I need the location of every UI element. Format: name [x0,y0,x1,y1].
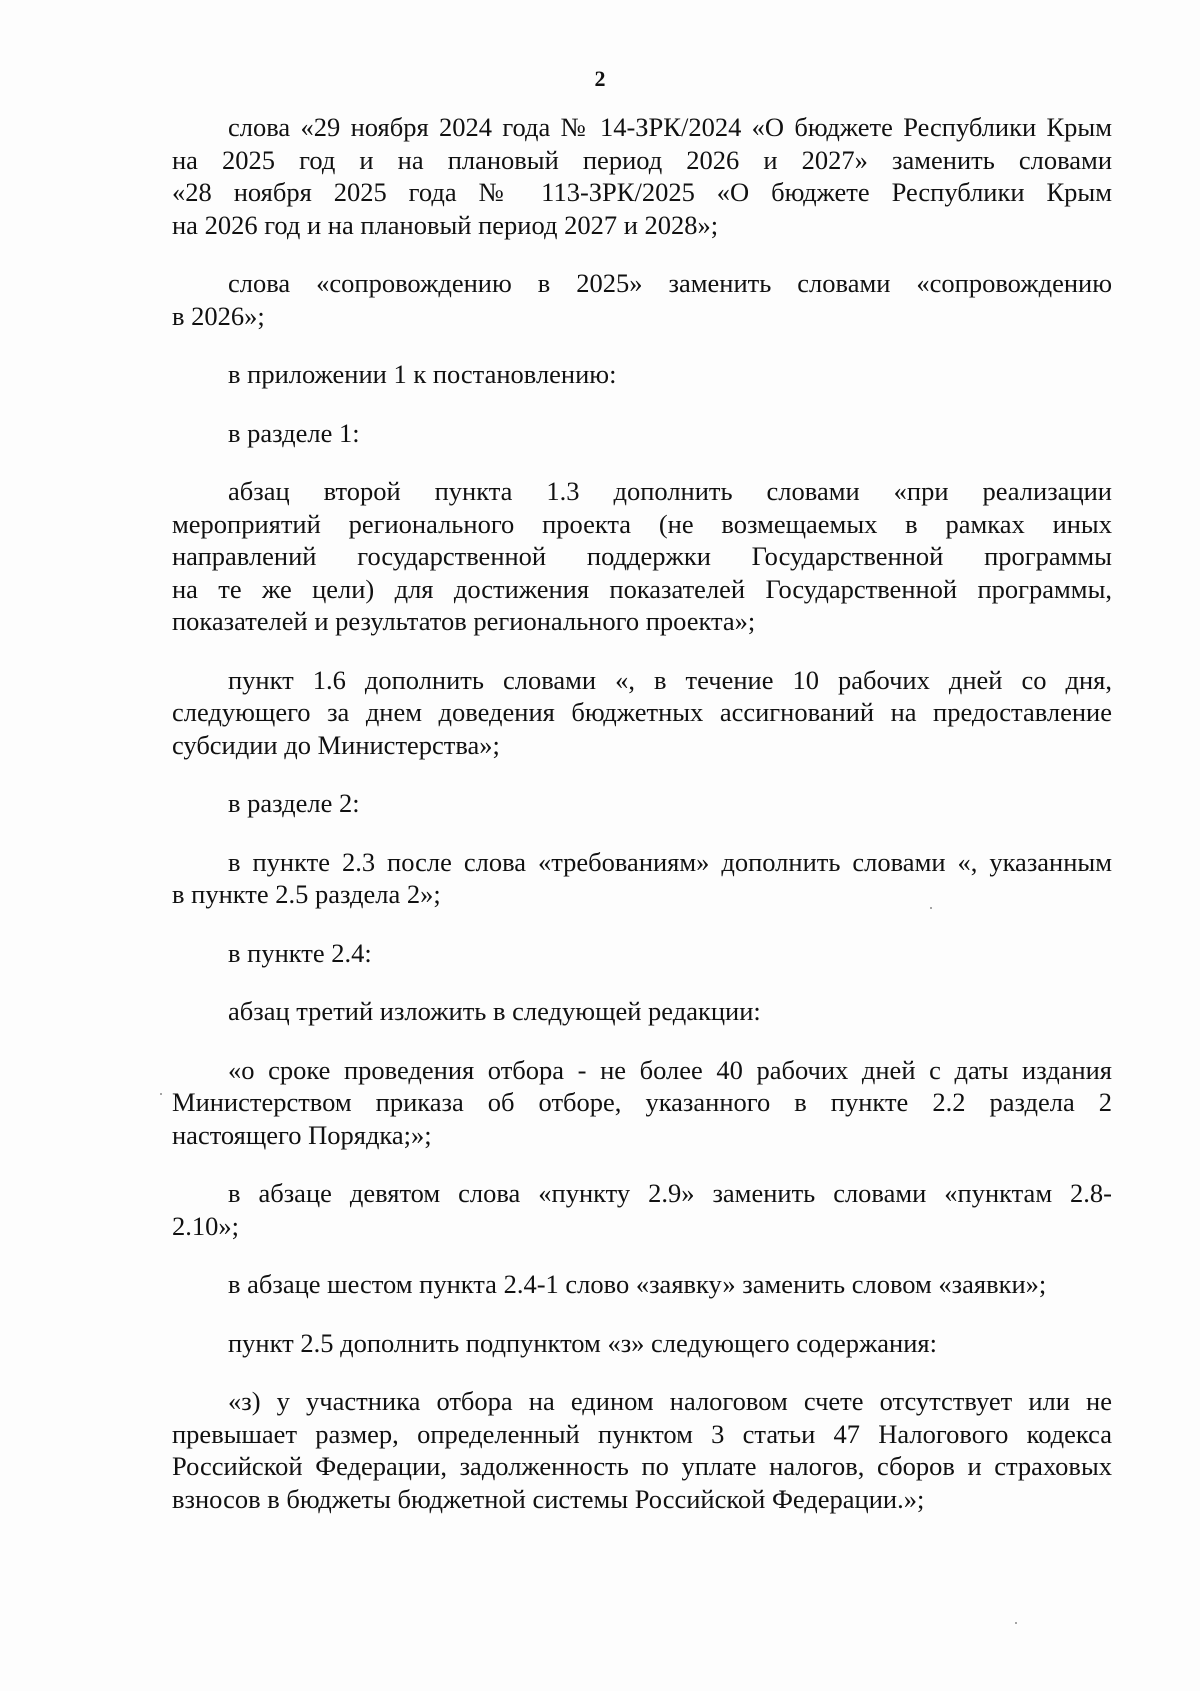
text-line: в абзаце шестом пункта 2.4-1 слово «заявку» заменить словом «заявки»; [228,1269,1047,1299]
text-line: следующего за днем доведения бюджетных ассигнований на предоставление [172,697,1112,727]
text-line: пункт 1.6 дополнить словами «, в течение 10 рабочих дней со дня, [228,664,1112,695]
text-line: Российской Федерации, задолженность по уплате налогов, сборов и страховых [172,1451,1112,1481]
text-line: абзац третий изложить в следующей редакции: [228,996,761,1026]
text-line: взносов в бюджеты бюджетной системы Российской Федерации.»; [172,1483,925,1514]
paragraph [172,111,1112,241]
text-line: мероприятий регионального проекта (не возмещаемых в рамках иных [172,508,1112,539]
paragraph [172,358,1112,391]
paragraph [172,417,1112,450]
scan-speck [160,1093,162,1095]
text-line: на те же цели) для достижения показателей Государственной программы, [172,573,1112,604]
paragraph [172,267,1112,332]
text-line: на 2026 год и на плановый период 2027 и 2028»; [172,209,719,240]
text-line: в разделе 2: [228,788,360,818]
text-line: в 2026»; [172,300,265,331]
text-line: направлений государственной поддержки Государственной программы [172,541,1112,571]
text-line: пункт 2.5 дополнить подпунктом «з» следующего содержания: [228,1327,937,1358]
paragraph [172,846,1112,911]
text-line: превышает размер, определенный пунктом 3 статьи 47 Налогового кодекса [172,1418,1112,1449]
text-line: в приложении 1 к постановлению: [228,359,617,389]
paragraph [172,1177,1112,1242]
text-line: в пункте 2.5 раздела 2»; [172,879,441,909]
text-line: субсидии до Министерства»; [172,729,500,760]
text-line: на 2025 год и на плановый период 2026 и 2027» заменить словами [172,144,1112,175]
paragraph [172,1327,1112,1360]
text-line: настоящего Порядка;»; [172,1119,432,1150]
scan-speck [930,907,932,909]
text-line: «о сроке проведения отбора - не более 40 рабочих дней с даты издания [228,1054,1112,1085]
text-line: в пункте 2.4: [228,937,372,968]
paragraph [172,995,1112,1028]
text-line: в пункте 2.3 после слова «требованиям» дополнить словами «, указанным [228,846,1112,877]
paragraph [172,937,1112,970]
text-line: в абзаце девятом слова «пункту 2.9» заменить словами «пунктам 2.8- [228,1178,1112,1208]
paragraph [172,475,1112,638]
paragraph [172,1054,1112,1152]
document-body [172,111,1112,1541]
paragraph [172,1385,1112,1515]
text-line: показателей и результатов регионального проекта»; [172,606,756,636]
text-line: абзац второй пункта 1.3 дополнить словами «при реализации [228,476,1112,506]
paragraph [172,1268,1112,1301]
page-number: 2 [594,66,606,91]
text-line: слова «29 ноября 2024 года № 14-ЗРК/2024 «О бюджете Республики Крым [228,112,1112,142]
text-line: 2.10»; [172,1210,239,1241]
text-line: «28 ноября 2025 года № 113-ЗРК/2025 «О бюджете Республики Крым [172,177,1112,207]
text-line: Министерством приказа об отборе, указанного в пункте 2.2 раздела 2 [172,1087,1112,1117]
scan-speck [1015,1622,1017,1624]
text-line: слова «сопровождению в 2025» заменить словами «сопровождению [228,268,1112,298]
text-line: в разделе 1: [228,417,360,448]
paragraph [172,787,1112,820]
paragraph [172,664,1112,762]
text-line: «з) у участника отбора на едином налоговом счете отсутствует или не [228,1386,1112,1416]
